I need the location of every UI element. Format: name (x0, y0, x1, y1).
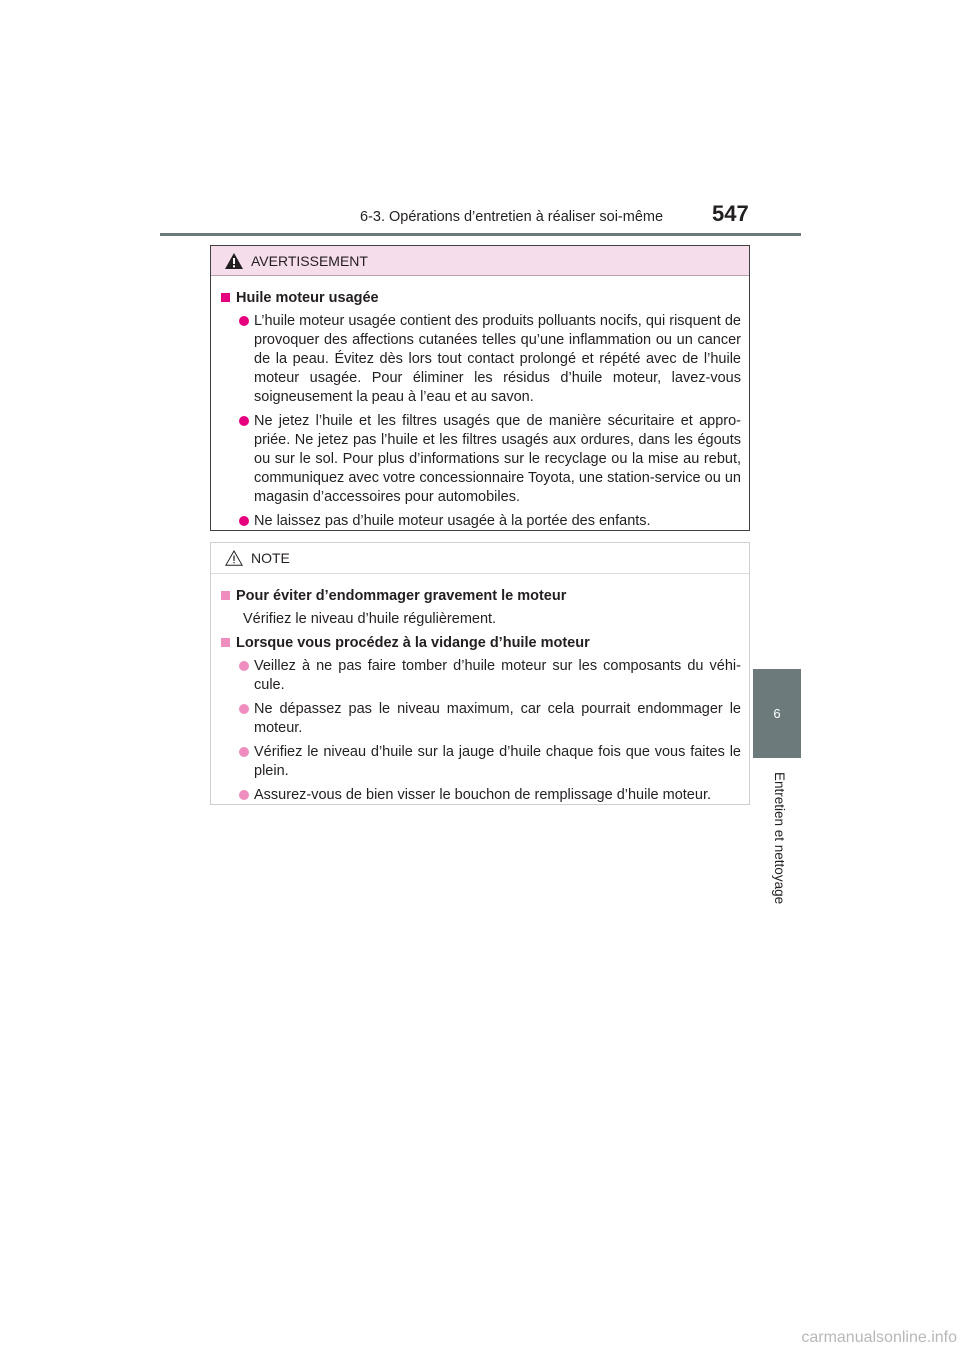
note-heading-2: Lorsque vous procédez à la vidange d’huile moteur (221, 634, 741, 653)
note-body (211, 574, 749, 805)
square-bullet-icon (221, 591, 230, 600)
warning-header (211, 246, 749, 276)
note-box (210, 542, 750, 805)
warning-heading-text: Huile moteur usagée (236, 290, 379, 306)
square-bullet-icon (221, 638, 230, 647)
bullet-dot-icon (239, 747, 249, 757)
caution-triangle-icon (225, 550, 243, 566)
bullet-dot-icon (239, 790, 249, 800)
bullet-dot-icon (239, 661, 249, 671)
list-item: Vérifiez le niveau d’huile sur la jauge d’huile chaque fois que vous faites le plein. (221, 743, 741, 781)
list-item: L’huile moteur usagée contient des produits polluants nocifs, qui risquent de provoquer des affections cutanées telles qu’une inflammation ou un cancer de la peau. Évitez dès lors tout contact prolongé et répété avec de l’huile moteur usagée. Pour éliminer les résidus d’huile moteur, lavez-vous soigneusement la peau à l’eau et au savon. (221, 312, 741, 407)
header-rule (160, 233, 801, 236)
list-item: Ne jetez l’huile et les filtres usagés que de manière sécuritaire et appro-priée. Ne jetez pas l’huile et les filtres usagés aux ordures, dans les égouts ou sur le sol. Pour plus d’informations sur le recyclage ou la mise au rebut, communiquez avec votre concessionnaire Toyota, une station-service ou un magasin d’accessoires pour automobiles. (221, 412, 741, 507)
bullet-dot-icon (239, 704, 249, 714)
page-number: 547 (712, 201, 749, 226)
warning-body (211, 276, 749, 531)
section-title: 6-3. Opérations d’entretien à réaliser soi-même (360, 209, 664, 225)
chapter-tab (753, 669, 801, 758)
warning-heading (221, 289, 741, 308)
chapter-title: Entretien et nettoyage (772, 772, 787, 905)
list-item: Veillez à ne pas faire tomber d’huile moteur sur les composants du véhi-cule. (221, 657, 741, 695)
chapter-number: 6 (773, 706, 781, 721)
list-item: Assurez-vous de bien visser le bouchon de remplissage d’huile moteur. (221, 786, 741, 805)
watermark: carmanualsonline.info (801, 1329, 957, 1346)
warning-box (210, 245, 750, 531)
note-text-1: Vérifiez le niveau d’huile régulièrement. (243, 611, 497, 627)
warning-title: AVERTISSEMENT (251, 252, 368, 269)
note-heading-1: Pour éviter d’endommager gravement le moteur (221, 587, 741, 606)
list-item: Ne laissez pas d’huile moteur usagée à la portée des enfants. (221, 512, 741, 531)
note-header (211, 543, 749, 574)
square-bullet-icon (221, 293, 230, 302)
bullet-dot-icon (239, 516, 249, 526)
list-item: Ne dépassez pas le niveau maximum, car cela pourrait endommager le moteur. (221, 700, 741, 738)
bullet-dot-icon (239, 416, 249, 426)
note-title: NOTE (251, 550, 290, 566)
bullet-dot-icon (239, 316, 249, 326)
warning-triangle-icon (225, 253, 243, 269)
